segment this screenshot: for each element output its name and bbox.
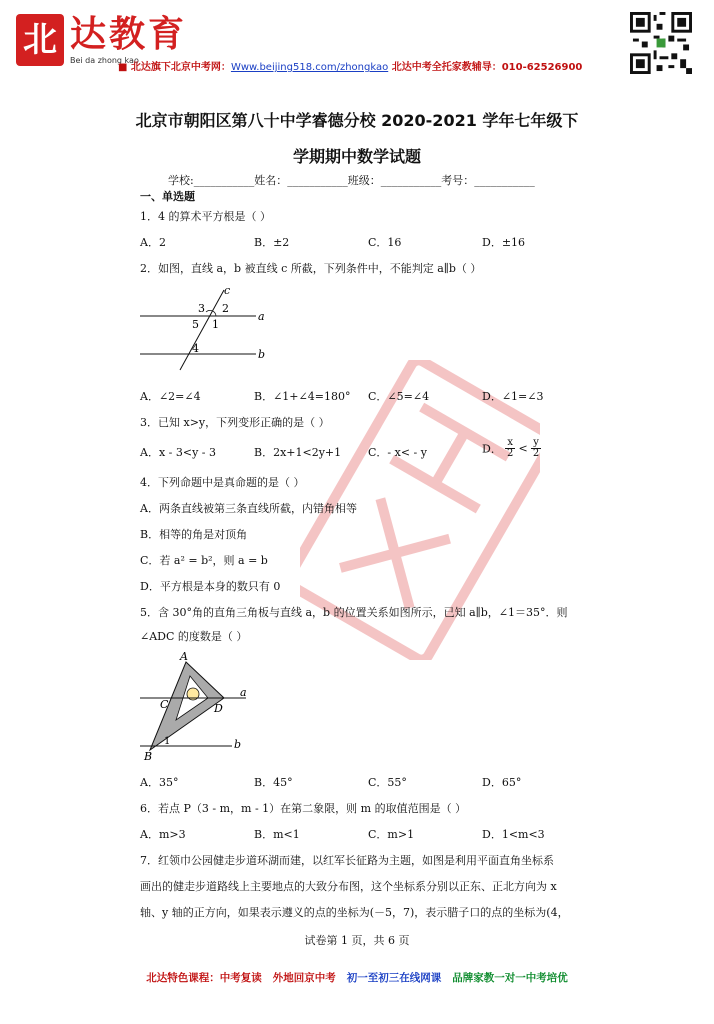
- label-a: a: [258, 310, 265, 323]
- q5-option-a: A．35°: [140, 776, 179, 789]
- qr-code-icon: [630, 12, 692, 74]
- brand-name: 达教育: [70, 13, 188, 55]
- label-b: b: [258, 348, 266, 361]
- angle-4: 4: [192, 342, 199, 355]
- footer-ad-1: 北达特色课程：中考复读: [146, 972, 262, 984]
- logo-mark: 北: [16, 14, 64, 66]
- q4-option-b: B．相等的角是对顶角: [140, 528, 248, 541]
- footer-ad-line: [0, 970, 714, 985]
- q5-option-c: C．55°: [368, 776, 407, 789]
- angle-5: 5: [192, 318, 199, 331]
- q1-option-a: A．2: [140, 236, 166, 249]
- q4-option-a: A．两条直线被第三条直线所截，内错角相等: [140, 502, 357, 515]
- q2-stem: 2．如图，直线 a，b 被直线 c 所截，下列条件中，不能判定 a∥b（ ）: [140, 262, 482, 275]
- q2-option-d: D．∠1=∠3: [482, 390, 544, 403]
- q5-option-b: B．45°: [254, 776, 293, 789]
- q7-line1: 7．红领巾公园健走步道环湖而建，以红军长征路为主题，如图是利用平面直角坐标系: [140, 854, 554, 867]
- footer-ad-3: 初一至初三在线网课: [346, 972, 442, 984]
- q6-stem: 6．若点 P（3 - m，m - 1）在第二象限，则 m 的取值范围是（ ）: [140, 802, 467, 815]
- label-A: A: [180, 650, 188, 663]
- header-phone: 北达中考全托家教辅导：010-62526900: [388, 62, 583, 73]
- q6-option-d: D．1<m<3: [482, 828, 545, 841]
- label-b: b: [234, 738, 242, 751]
- q5-figure: [136, 650, 266, 764]
- fraction-x-over-2: $\frac{x}{2}$: [506, 437, 514, 459]
- paper-title-line2: 学期期中数学试题: [292, 147, 421, 166]
- q5-option-d: D．65°: [482, 776, 522, 789]
- angle-3: 3: [198, 302, 205, 315]
- label-C: C: [160, 698, 169, 711]
- q2-figure: [136, 282, 276, 374]
- q3-option-d: D． $\frac{x}{2}$ < $\frac{y}{2}$: [482, 437, 540, 459]
- label-a: a: [240, 686, 247, 699]
- q2-option-c: C．∠5=∠4: [368, 390, 430, 403]
- q4-option-d: D．平方根是本身的数只有 0: [140, 580, 281, 593]
- q1-option-c: C．16: [368, 236, 402, 249]
- footer-ad-4: 品牌家教一对一中考培优: [452, 972, 568, 984]
- q2-option-b: B．∠1+∠4=180°: [254, 390, 351, 403]
- q3-option-c: C．- x< - y: [368, 446, 427, 459]
- label-c: c: [224, 284, 231, 297]
- q6-option-b: B．m<1: [254, 828, 300, 841]
- paper-title-line1: 北京市朝阳区第八十中学睿德分校 2020-2021 学年七年级下: [135, 111, 579, 130]
- fraction-y-over-2: $\frac{y}{2}$: [532, 437, 540, 459]
- q7-line2: 画出的健走步道路线上主要地点的大致分布图，这个坐标系分别以正东、正北方向为 x: [140, 880, 557, 893]
- q4-stem: 4．下列命题中是真命题的是（ ）: [140, 476, 305, 489]
- header-site-label: ■ 北达旗下北京中考网：: [118, 62, 231, 73]
- q5-stem-line2: ∠ADC 的度数是（ ）: [140, 630, 248, 643]
- q1-stem: 1．4 的算术平方根是（ ）: [140, 210, 271, 223]
- q3-option-b: B．2x+1<2y+1: [254, 446, 342, 459]
- angle-1: 1: [164, 736, 171, 747]
- angle-2: 2: [222, 302, 229, 315]
- student-info-line: 学校:___________姓名：___________班级：___________考号：___________: [168, 174, 535, 187]
- footer-ad-2: 外地回京中考: [272, 972, 336, 984]
- q2-option-a: A．∠2=∠4: [140, 390, 201, 403]
- label-B: B: [144, 750, 153, 763]
- section-heading: 一、单选题: [140, 190, 195, 203]
- q3-option-a: A．x - 3<y - 3: [140, 446, 216, 459]
- q6-option-c: C．m>1: [368, 828, 415, 841]
- q3-stem: 3．已知 x>y，下列变形正确的是（ ）: [140, 416, 330, 429]
- header-contact-line: [118, 58, 582, 73]
- brand-pinyin: Bei da zhong kao: [70, 56, 139, 65]
- label-D: D: [214, 702, 223, 715]
- q1-option-d: D．±16: [482, 236, 526, 249]
- page-number: 试卷第 1 页，共 6 页: [304, 934, 410, 947]
- angle-1: 1: [212, 318, 219, 331]
- header-site-link[interactable]: Www.beijing518.com/zhongkao: [230, 62, 389, 73]
- q5-stem-line1: 5．含 30°角的直角三角板与直线 a，b 的位置关系如图所示，已知 a∥b，∠1＝35°．则: [140, 606, 568, 619]
- q6-option-a: A．m>3: [140, 828, 186, 841]
- q1-option-b: B．±2: [254, 236, 290, 249]
- q4-option-c: C．若 a² = b²，则 a = b: [140, 554, 268, 567]
- q7-line3: 轴、y 轴的正方向，如果表示遵义的点的坐标为(－5，7)，表示腊子口的点的坐标为(4，: [140, 906, 569, 919]
